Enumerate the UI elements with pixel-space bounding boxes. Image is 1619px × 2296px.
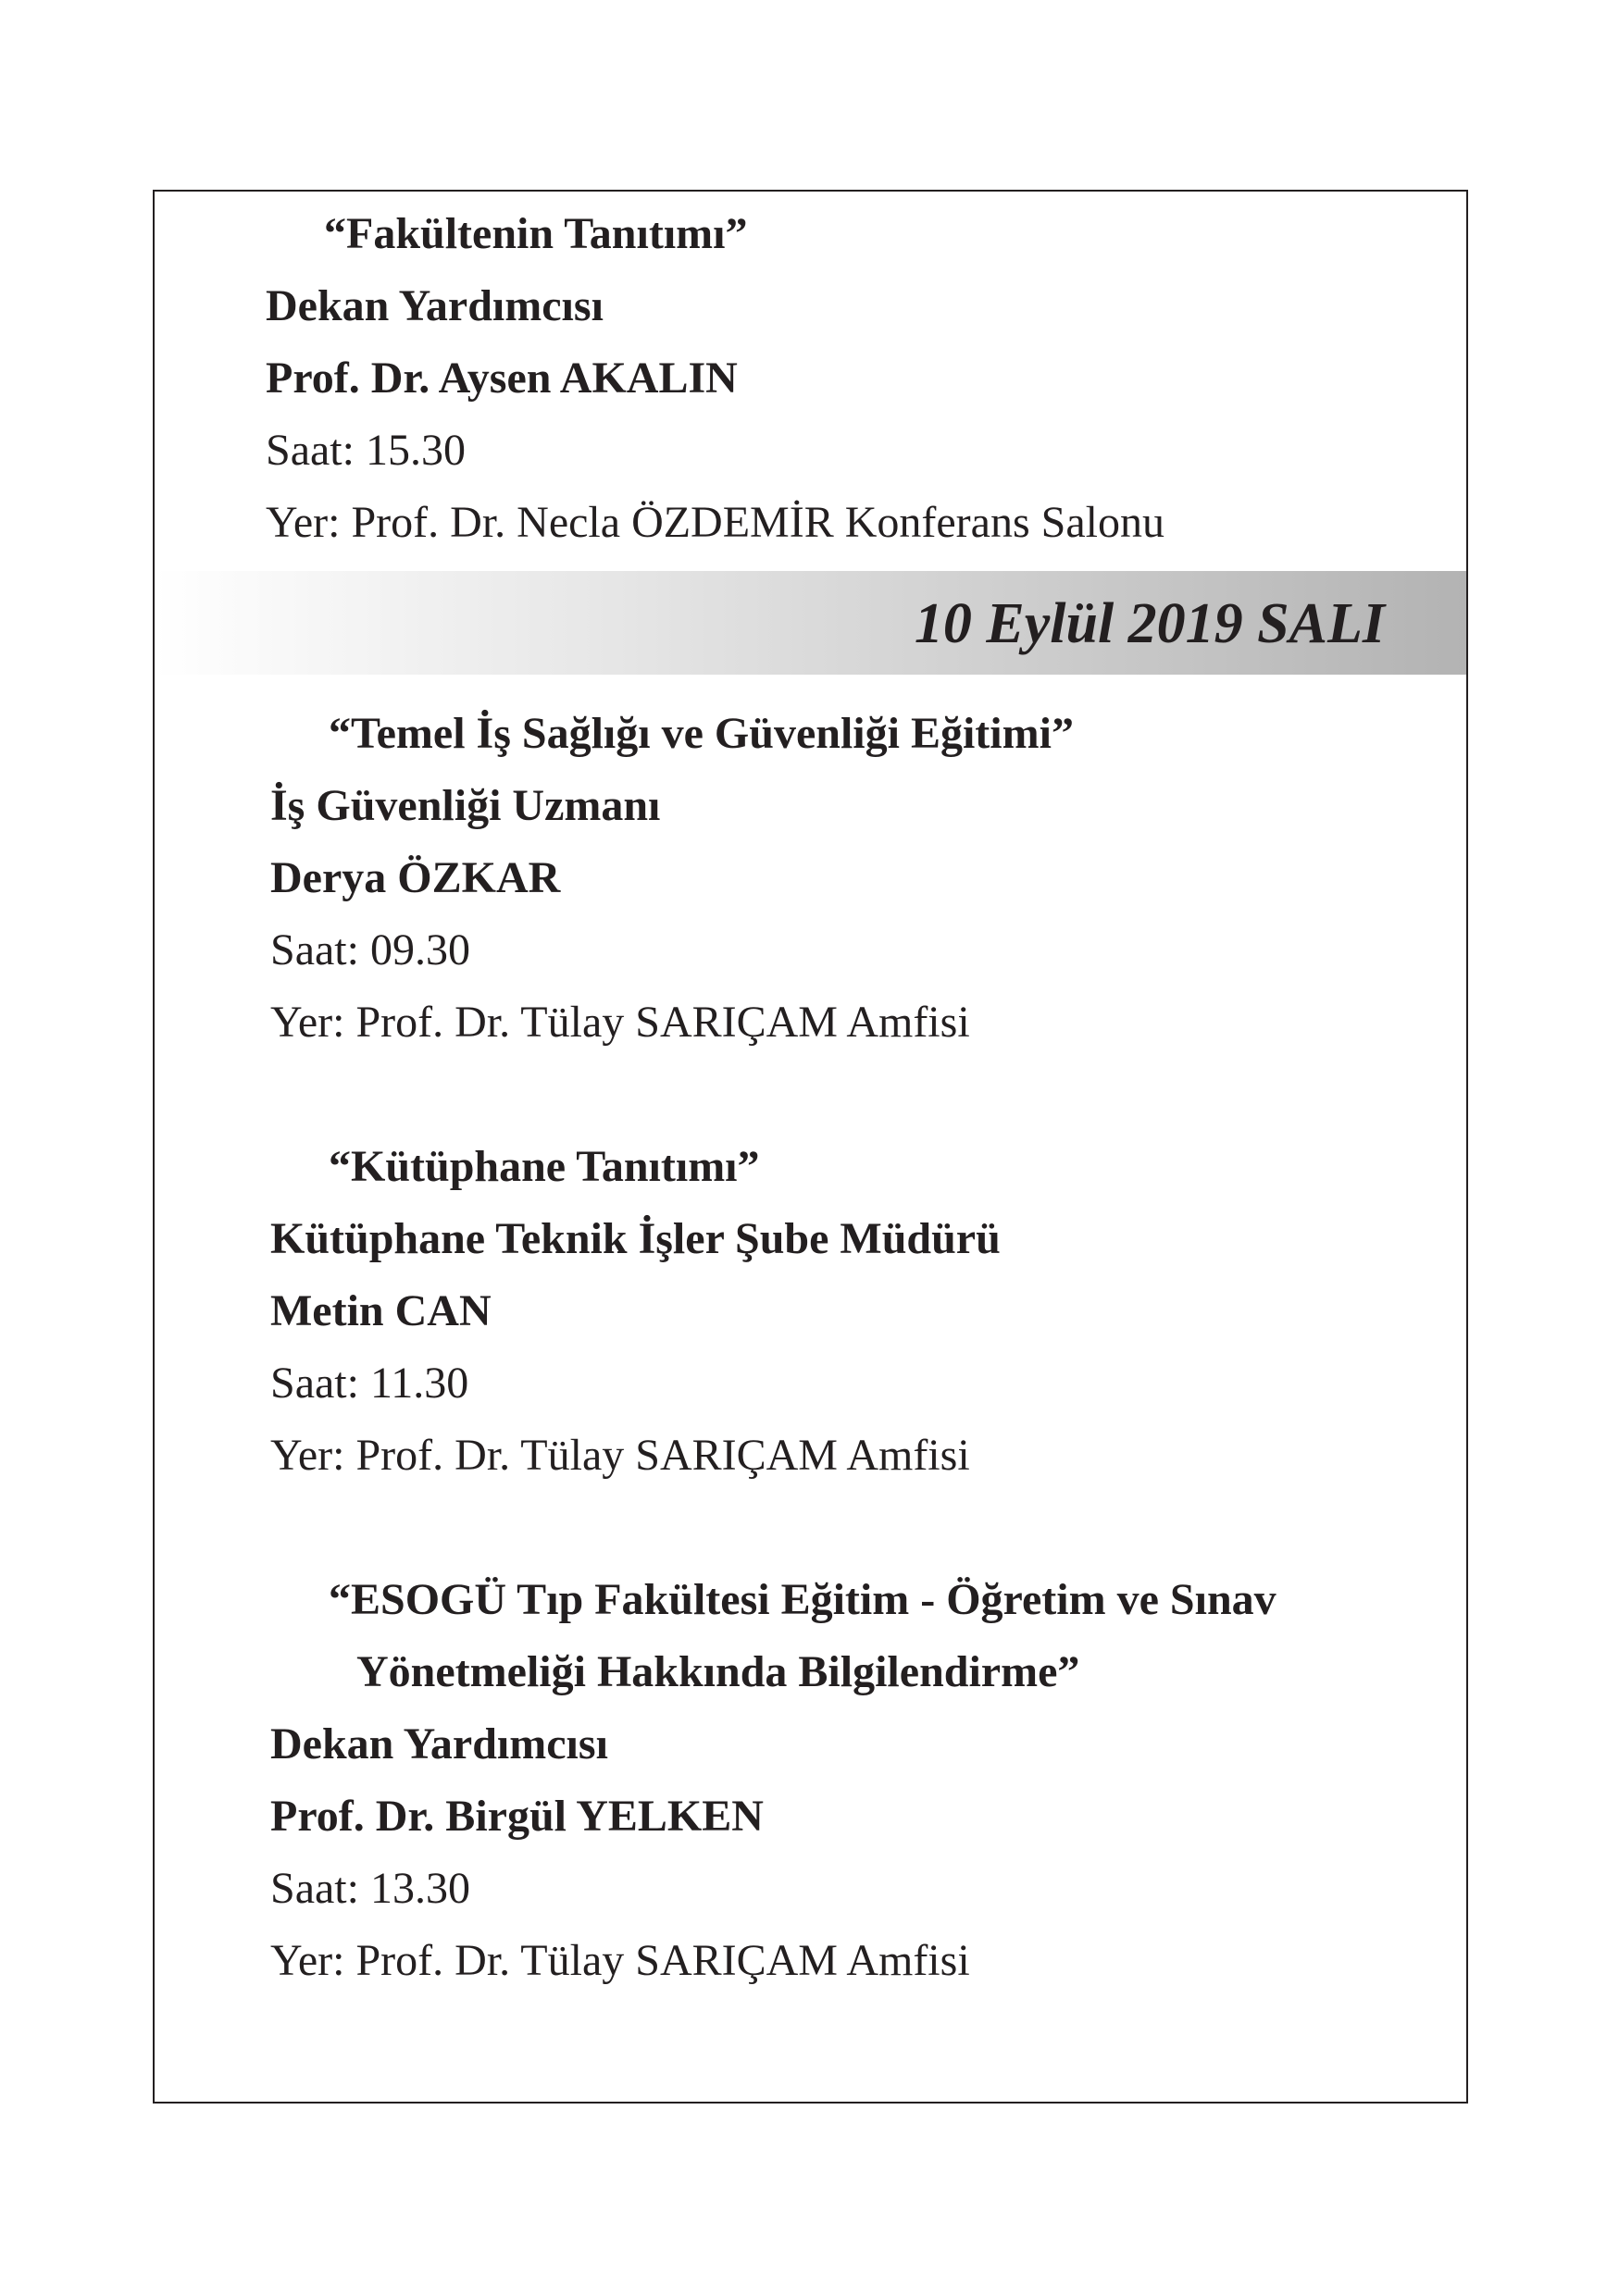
- speaker-role: İş Güvenliği Uzmanı: [270, 781, 661, 830]
- session-time: Saat: 11.30: [270, 1359, 469, 1408]
- session-time: Saat: 09.30: [270, 925, 470, 974]
- date-header: 10 Eylül 2019 SALI: [914, 592, 1385, 655]
- session-title: “Temel İş Sağlığı ve Güvenliği Eğitimi”: [329, 709, 1074, 758]
- session-place: Yer: Prof. Dr. Tülay SARIÇAM Amfisi: [270, 1936, 970, 1985]
- speaker-role: Dekan Yardımcısı: [266, 281, 604, 330]
- speaker-name: Prof. Dr. Aysen AKALIN: [266, 354, 738, 403]
- session-title-line1: “ESOGÜ Tıp Fakültesi Eğitim - Öğretim ve Sınav: [329, 1575, 1277, 1624]
- session-place: Yer: Prof. Dr. Tülay SARIÇAM Amfisi: [270, 998, 970, 1047]
- session-title: “Fakültenin Tanıtımı”: [324, 209, 748, 258]
- speaker-name: Metin CAN: [270, 1286, 492, 1335]
- program-frame: [153, 190, 1468, 2104]
- speaker-role: Kütüphane Teknik İşler Şube Müdürü: [270, 1214, 1001, 1263]
- date-header-bar: [155, 571, 1466, 675]
- session-time: Saat: 13.30: [270, 1864, 470, 1913]
- speaker-name: Derya ÖZKAR: [270, 853, 561, 902]
- session-time: Saat: 15.30: [266, 426, 466, 475]
- speaker-name: Prof. Dr. Birgül YELKEN: [270, 1792, 764, 1841]
- speaker-role: Dekan Yardımcısı: [270, 1719, 608, 1769]
- session-place: Yer: Prof. Dr. Necla ÖZDEMİR Konferans Salonu: [266, 498, 1164, 547]
- session-title: “Kütüphane Tanıtımı”: [329, 1142, 760, 1191]
- session-place: Yer: Prof. Dr. Tülay SARIÇAM Amfisi: [270, 1431, 970, 1480]
- session-title-line2: Yönetmeliği Hakkında Bilgilendirme”: [356, 1647, 1080, 1696]
